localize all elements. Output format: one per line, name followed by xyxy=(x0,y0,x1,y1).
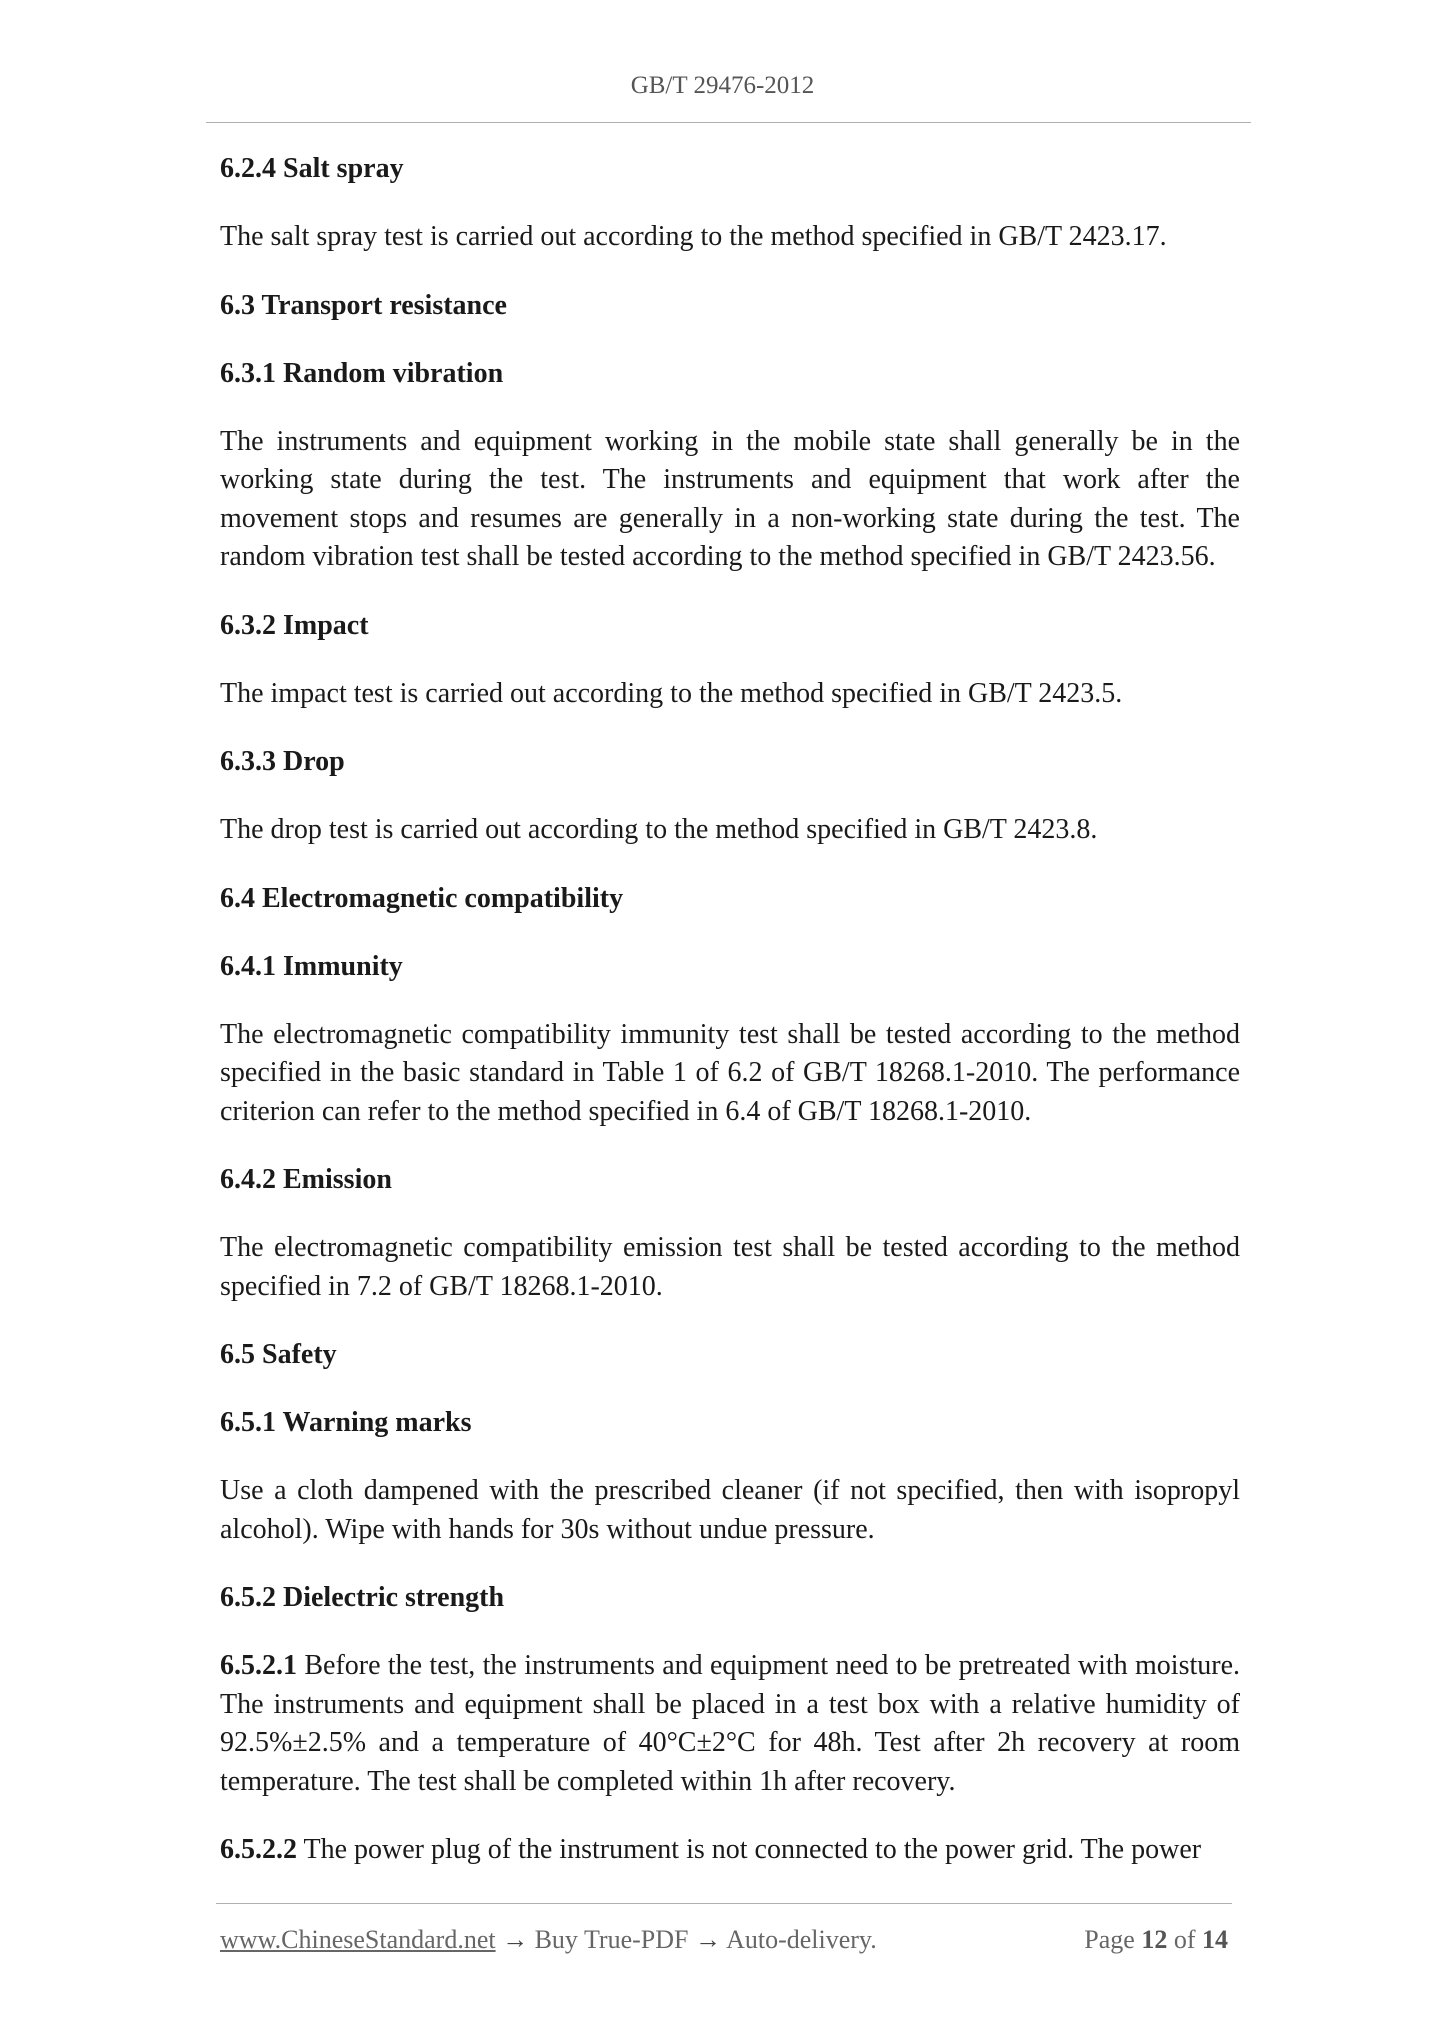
heading-6-4: 6.4 Electromagnetic compatibility xyxy=(220,882,624,914)
footer-site-link[interactable]: www.ChineseStandard.net xyxy=(220,1925,496,1954)
page-current: 12 xyxy=(1141,1925,1168,1954)
arrow-right-icon: → xyxy=(695,1925,721,1954)
clause-number-6-5-2-2: 6.5.2.2 xyxy=(220,1834,297,1865)
page-label: Page xyxy=(1084,1925,1135,1954)
heading-6-3-1: 6.3.1 Random vibration xyxy=(220,357,504,389)
paragraph-6-3-1: The instruments and equipment working in the mobile state shall generally be in the working state during the test. The instruments and equipment that work after the movement stops and resumes are generally in a non-working state during the test. The random vibration test shall be tested according to the method specified in GB/T 2423.56. xyxy=(220,425,1240,572)
document-body xyxy=(220,150,1240,1900)
clause-text-6-5-2-2: The power plug of the instrument is not connected to the power grid. The power xyxy=(297,1834,1202,1865)
paragraph-6-5-2-2 xyxy=(220,1831,1240,1870)
paragraph-6-5-2-1 xyxy=(220,1647,1240,1801)
page-footer xyxy=(220,1922,1228,1958)
page-of-label: of xyxy=(1173,1925,1196,1954)
clause-text-6-5-2-1: Before the test, the instruments and equipment need to be pretreated with moisture. The instruments and equipment shall be placed in a test box with a relative humidity of 92.5%±2.5% and a temperature of 40°C±2°C for 48h. Test after 2h recovery at room temperature. The test shall be completed within 1h after recovery. xyxy=(220,1650,1240,1797)
heading-6-4-2: 6.4.2 Emission xyxy=(220,1164,392,1195)
heading-6-5-2: 6.5.2 Dielectric strength xyxy=(220,1582,505,1613)
paragraph-6-3-2: The impact test is carried out according to the method specified in GB/T 2423.5. xyxy=(220,677,1123,709)
paragraph-6-2-4: The salt spray test is carried out according to the method specified in GB/T 2423.17. xyxy=(220,221,1167,252)
heading-6-4-1: 6.4.1 Immunity xyxy=(220,950,403,982)
page-header-title: GB/T 29476-2012 xyxy=(630,72,815,99)
paragraph-6-3-3: The drop test is carried out according to the method specified in GB/T 2423.8. xyxy=(220,814,1098,845)
heading-6-2-4: 6.2.4 Salt spray xyxy=(220,153,404,184)
page-indicator xyxy=(1084,1922,1228,1958)
paragraph-6-5-1: Use a cloth dampened with the prescribed cleaner (if not specified, then with isopropyl alcohol). Wipe with hands for 30s without undue pressure. xyxy=(220,1475,1240,1545)
footer-divider xyxy=(216,1903,1232,1904)
heading-6-3: 6.3 Transport resistance xyxy=(220,289,507,321)
heading-6-5-1: 6.5.1 Warning marks xyxy=(220,1407,472,1438)
arrow-right-icon: → xyxy=(502,1925,529,1954)
clause-number-6-5-2-1: 6.5.2.1 xyxy=(220,1650,297,1681)
heading-6-5: 6.5 Safety xyxy=(220,1339,337,1370)
heading-6-3-2: 6.3.2 Impact xyxy=(220,609,369,641)
paragraph-6-4-1: The electromagnetic compatibility immunity test shall be tested according to the method specified in the basic standard in Table 1 of 6.2 of GB/T 18268.1-2010. The performance criterion can refer to the method specified in 6.4 of GB/T 18268.1-2010. xyxy=(220,1018,1240,1127)
paragraph-6-4-2: The electromagnetic compatibility emission test shall be tested according to the method specified in 7.2 of GB/T 18268.1-2010. xyxy=(220,1232,1240,1302)
header-divider xyxy=(206,122,1251,123)
heading-6-3-3: 6.3.3 Drop xyxy=(220,746,345,777)
footer-delivery-text: Auto-delivery. xyxy=(726,1925,877,1954)
footer-buy-text: Buy True-PDF xyxy=(534,1925,689,1954)
page-total: 14 xyxy=(1202,1925,1228,1954)
